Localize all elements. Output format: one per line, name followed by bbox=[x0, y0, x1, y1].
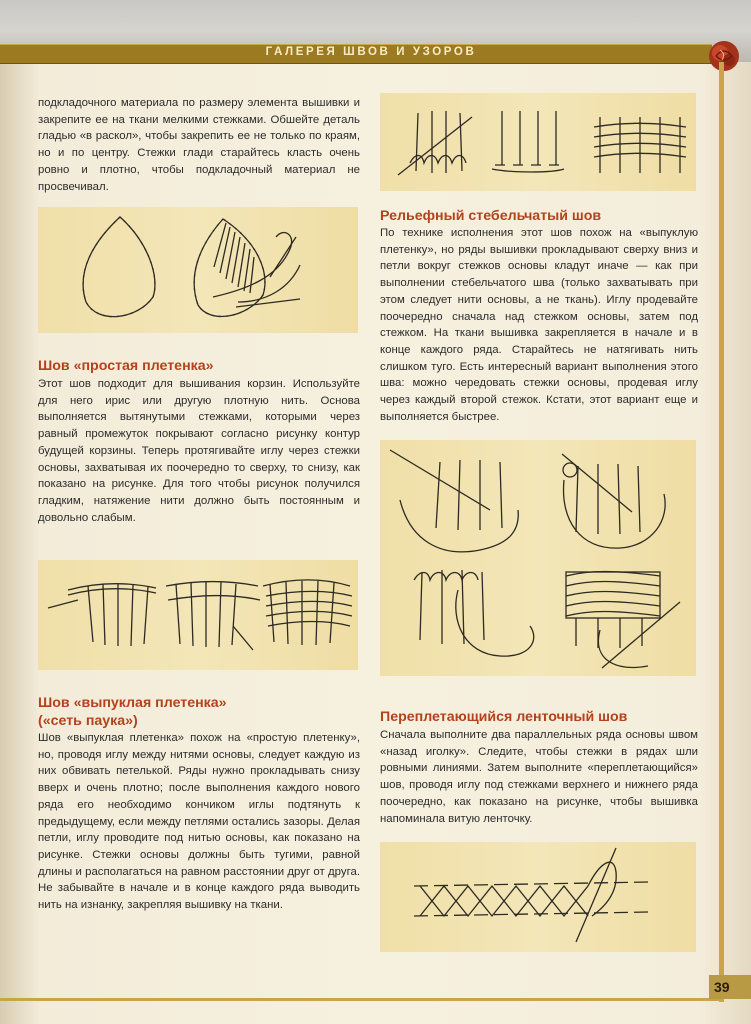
running-header-title: ГАЛЕРЕЯ ШВОВ И УЗОРОВ bbox=[265, 46, 477, 58]
figure-raised-weave bbox=[380, 93, 696, 191]
right-gold-border bbox=[719, 62, 724, 1002]
simple-weave-illustration bbox=[38, 560, 358, 670]
interlaced-ribbon-illustration bbox=[380, 842, 696, 952]
page-number: 39 bbox=[714, 979, 730, 995]
raised-weave-illustration bbox=[380, 93, 696, 191]
raised-stem-illustration bbox=[380, 440, 696, 676]
section-simple-weave-text: Этот шов подходит для вышивания корзин. Используйте для него ирис или другую плотную нить. Основа выполняется вытянутыми стежками, которыми через равный промежуток покрывают согласно рисунку контур будущей корзины. Теперь протягивайте иглу через стежки основы, захватывая их поочередно то сверху, то снизу, как показано на рисунке. Для того чтобы рисунок получился гладким, натяжение нити должно быть постоянным и довольно слабым. bbox=[38, 378, 360, 524]
section-raised-weave-text: Шов «выпуклая плетенка» похож на «простую плетенку», но, проводя иглу между нитями основы, следует каждую из них обвивать петелькой. Ряды нужно прокладывать снизу вверх и очень плотно; после выполнения каждого нового ряда его необходимо кончиком иглы подтянуть к предыдущему, если между петлями остались зазоры. Делая петли, иглу проводите под нитью основы, как показано на рисунке. Стежки основы должны быть тугими, равной длины и располагаться на равном расстоянии друг от друга. Не забывайте в начале и в конце каждого ряда выводить нить на изнанку, закрепляя вышивку на ткани. bbox=[38, 732, 360, 912]
section-interlaced-ribbon-title: Переплетающийся ленточный шов bbox=[380, 709, 628, 725]
bottom-gold-border bbox=[0, 998, 724, 1001]
intro-paragraph: подкладочного материала по размеру элемента вышивки и закрепите ее на ткани мелкими стежками. Обшейте деталь гладью «в раскол», чтобы закрепить ее не только по краям, но и по центру. Стежки глади старайтесь класть очень ровно и плотно, чтобы подкладочный материал не просвечивал. bbox=[38, 97, 360, 193]
figure-raised-stem bbox=[380, 440, 696, 676]
section-raised-stem-title: Рельефный стебельчатый шов bbox=[380, 208, 602, 224]
section-raised-weave-title bbox=[38, 694, 360, 730]
figure-simple-weave bbox=[38, 560, 358, 670]
figure-interlaced-ribbon bbox=[380, 842, 696, 952]
section-simple-weave-title: Шов «простая плетенка» bbox=[38, 358, 214, 374]
section-raised-stem-text: По технике исполнения этот шов похож на «выпуклую плетенку», но ряды вышивки прокладывают сверху вниз и петли вокруг стежков основы кладут иначе — как при выполнении стебельчатого шва (только захватывать при этом следует нити основы, а не ткань). Иглу продевайте поочередно сначала над стежком основы, затем под стежком. На ткани вышивка закрепляется в начале и в конце каждого ряда. Старайтесь не натягивать нить слишком туго. Есть интересный вариант выполнения этого шва: можно чередовать стежки основы, продевая иглу через каждый второй стежок. Кстати, этот вариант еще и выполняется быстрее. bbox=[380, 227, 698, 423]
figure-satin-leaf bbox=[38, 207, 358, 333]
rose-ornament-icon bbox=[704, 36, 744, 76]
section-interlaced-ribbon-text: Сначала выполните два параллельных ряда основы швом «назад иголку». Следите, чтобы стежки в рядах шли ровными линиями. Затем выполните «переплетающийся» шов, проводя иглу под стежками верхнего и нижнего ряда поочередно, как показано на рисунке, чтобы вышивка напоминала витую ленточку. bbox=[380, 729, 698, 825]
section-raised-weave-title-line2: («сеть паука») bbox=[38, 713, 138, 729]
section-raised-weave-title-line1: Шов «выпуклая плетенка» bbox=[38, 695, 227, 711]
satin-leaf-illustration bbox=[38, 207, 358, 333]
